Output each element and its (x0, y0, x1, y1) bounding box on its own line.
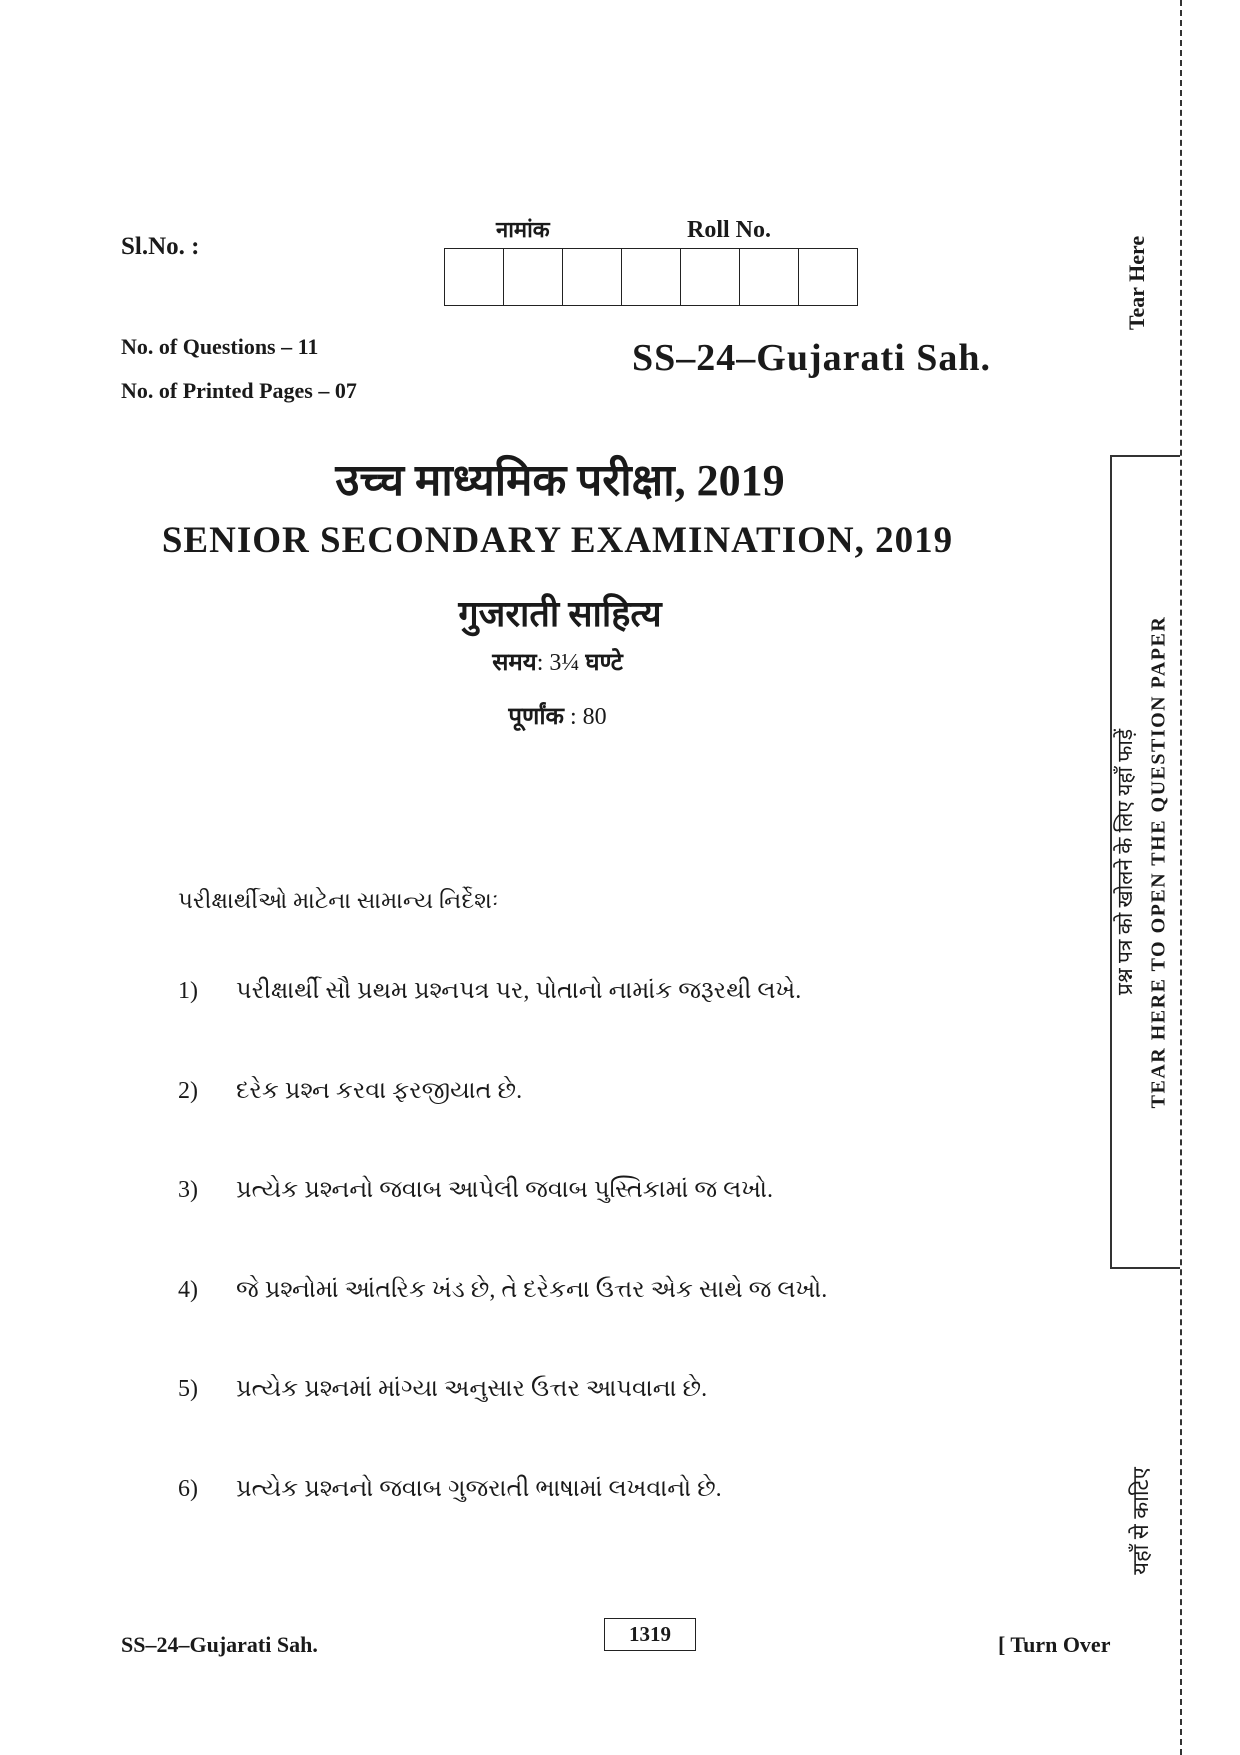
namank-label: नामांक (496, 217, 550, 242)
roll-no-label: Roll No. (687, 217, 771, 243)
tear-dashed-line[interactable] (1180, 0, 1182, 1755)
instruction-item (178, 1078, 938, 1178)
roll-digit-box[interactable] (563, 249, 622, 305)
footer-paper-code: SS–24–Gujarati Sah. (121, 1632, 318, 1657)
roll-digit-box[interactable] (740, 249, 799, 305)
instruction-text: દરેક પ્રશ્ન કરવા ફરજીયાત છે. (236, 1077, 523, 1104)
instruction-item (178, 1177, 938, 1277)
roll-digit-box[interactable] (681, 249, 740, 305)
time-unit: घण्टे (585, 650, 623, 676)
instruction-number: 1) (178, 978, 198, 1004)
instruction-item (178, 1277, 938, 1377)
tear-instruction-english: TEAR HERE TO OPEN THE QUESTION PAPER (1147, 615, 1170, 1109)
roll-digit-box[interactable] (504, 249, 563, 305)
footer-page-code: 1319 (604, 1618, 696, 1651)
english-exam-title: SENIOR SECONDARY EXAMINATION, 2019 (161, 520, 954, 561)
marks-value: : 80 (569, 704, 607, 730)
roll-digit-box[interactable] (799, 249, 857, 305)
instruction-text: પ્રત્યેક પ્રશ્નનો જવાબ આપેલી જવાબ પુસ્તિકામાં જ લખો. (236, 1177, 773, 1203)
paper-code: SS–24–Gujarati Sah. (632, 337, 991, 379)
instruction-number: 6) (178, 1475, 198, 1502)
instructions-heading: પરીક્ષાર્થીઓ માટેના સામાન્ય નિર્દેશઃ (178, 888, 499, 913)
instruction-number: 4) (178, 1276, 198, 1303)
marks-label: पूर्णांक (508, 704, 564, 730)
serial-number-label: Sl.No. : (121, 233, 200, 260)
subject-title: गुजराती साहित्य (458, 594, 662, 634)
instruction-number: 3) (178, 1177, 198, 1203)
number-of-questions: No. of Questions – 11 (121, 334, 319, 359)
roll-digit-box[interactable] (622, 249, 681, 305)
instructions-list (178, 978, 938, 1575)
time-value: : 3¼ (536, 650, 586, 676)
exam-duration (0, 645, 1115, 678)
time-label: समय (492, 650, 537, 676)
number-of-printed-pages: No. of Printed Pages – 07 (121, 378, 357, 403)
maximum-marks (0, 699, 1115, 732)
tear-instruction-hindi: प्रश्न पत्र को खोलने के लिए यहाँ फाड़ें (1113, 728, 1137, 996)
instruction-text: પ્રત્યેક પ્રશ્નનો જવાબ ગુજરાતી ભાષામાં લખવાનો છે. (236, 1475, 722, 1502)
instruction-number: 2) (178, 1077, 198, 1104)
instruction-text: પરીક્ષાર્થી સૌ પ્રથમ પ્રશ્નપત્ર પર, પોતાનો નામાંક જરૂરથી લખે. (236, 978, 802, 1004)
cut-here-label: यहाँ से काटिए (1128, 1467, 1153, 1575)
turn-over-note: [ Turn Over (998, 1632, 1111, 1657)
tear-here-label: Tear Here (1124, 235, 1149, 331)
roll-number-boxes (444, 248, 858, 306)
instruction-text: જે પ્રશ્નોમાં આંતરિક ખંડ છે, તે દરેકના ઉત્તર એક સાથે જ લખો. (236, 1276, 828, 1303)
instruction-number: 5) (178, 1376, 198, 1402)
instruction-item (178, 1476, 938, 1576)
hindi-exam-title: उच्च माध्यमिक परीक्षा, 2019 (335, 456, 785, 505)
instruction-item (178, 1376, 938, 1476)
instruction-text: પ્રત્યેક પ્રશ્નમાં માંગ્યા અનુસાર ઉત્તર આપવાના છે. (236, 1376, 708, 1402)
roll-digit-box[interactable] (445, 249, 504, 305)
instruction-item (178, 978, 938, 1078)
